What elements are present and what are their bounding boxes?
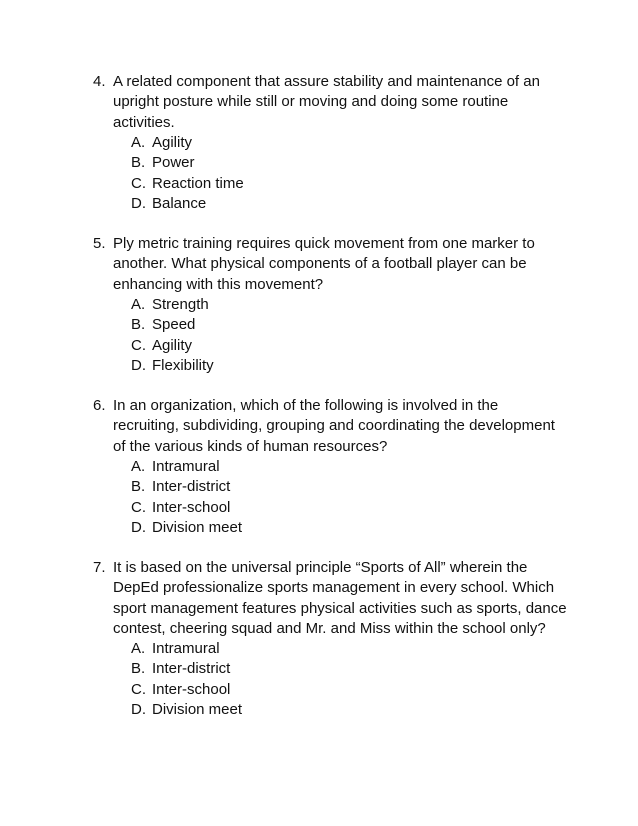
option-letter: D. (131, 194, 146, 212)
option-text: Inter-school (152, 680, 231, 698)
option-letter: B. (131, 316, 146, 334)
option-c (131, 498, 431, 518)
option-a (131, 133, 431, 153)
option-text: Agility (152, 336, 193, 354)
question-7 (93, 558, 567, 728)
question-text-line: A related component that assure stability and maintenance of an (113, 73, 540, 90)
option-c (131, 336, 431, 356)
question-number: 5. (93, 235, 106, 252)
option-c (131, 174, 431, 194)
option-letter: C. (131, 680, 146, 698)
question-text-line: Ply metric training requires quick movement from one marker to (113, 235, 535, 252)
option-text: Balance (152, 194, 207, 212)
option-b (131, 315, 431, 335)
option-letter: D. (131, 518, 146, 536)
question-number: 4. (93, 73, 106, 90)
option-a (131, 639, 431, 659)
option-letter: B. (131, 478, 146, 496)
option-text: Flexibility (152, 356, 214, 374)
option-letter: A. (131, 640, 146, 657)
question-text-line: sport management features physical activities such as sports, dance (113, 599, 567, 617)
option-letter: B. (131, 154, 146, 172)
question-text (113, 396, 563, 457)
option-letter: C. (131, 336, 146, 354)
question-text-line: activities. (113, 113, 175, 131)
question-text (113, 72, 563, 133)
question-text-line: In an organization, which of the following is involved in the (113, 397, 499, 414)
option-b (131, 153, 431, 173)
question-number: 7. (93, 559, 106, 576)
option-letter: D. (131, 356, 146, 374)
option-letter: C. (131, 174, 146, 192)
question-text-line: It is based on the universal principle “Sports of All” wherein the (113, 559, 528, 576)
question-number: 6. (93, 397, 106, 414)
question-text-line: upright posture while still or moving and doing some routine (113, 93, 509, 111)
option-text: Intramural (152, 458, 220, 475)
option-letter: A. (131, 458, 146, 475)
question-text-line: another. What physical components of a football player can be (113, 255, 527, 273)
option-letter: A. (131, 134, 146, 151)
option-letter: A. (131, 296, 146, 313)
option-b (131, 659, 431, 679)
option-b (131, 477, 431, 497)
question-text-line: of the various kinds of human resources? (113, 437, 388, 455)
option-a (131, 457, 431, 477)
question-text-line: contest, cheering squad and Mr. and Miss within the school only? (113, 619, 546, 637)
option-c (131, 680, 431, 700)
option-text: Power (152, 154, 195, 172)
option-text: Division meet (152, 700, 243, 718)
option-text: Reaction time (152, 174, 244, 192)
option-d (131, 700, 431, 720)
option-d (131, 356, 431, 376)
question-text-line: DepEd professionalize sports management in every school. Which (113, 579, 555, 597)
option-letter: D. (131, 700, 146, 718)
question-6 (93, 396, 563, 546)
question-text (113, 234, 563, 295)
option-a (131, 295, 431, 315)
option-letter: B. (131, 660, 146, 678)
question-text-line: enhancing with this movement? (113, 275, 324, 293)
option-text: Division meet (152, 518, 243, 536)
option-text: Inter-school (152, 498, 231, 516)
option-text: Agility (152, 134, 193, 151)
answer-options (131, 639, 431, 720)
answer-options (131, 133, 431, 214)
option-text: Inter-district (152, 478, 231, 496)
option-d (131, 518, 431, 538)
option-text: Strength (152, 296, 209, 313)
option-d (131, 194, 431, 214)
answer-options (131, 295, 431, 376)
question-text-line: recruiting, subdividing, grouping and coordinating the development (113, 417, 555, 435)
option-text: Speed (152, 316, 196, 334)
option-text: Intramural (152, 640, 220, 657)
answer-options (131, 457, 431, 538)
question-5 (93, 234, 563, 384)
question-text (113, 558, 567, 639)
option-letter: C. (131, 498, 146, 516)
option-text: Inter-district (152, 660, 231, 678)
question-4 (93, 72, 563, 222)
